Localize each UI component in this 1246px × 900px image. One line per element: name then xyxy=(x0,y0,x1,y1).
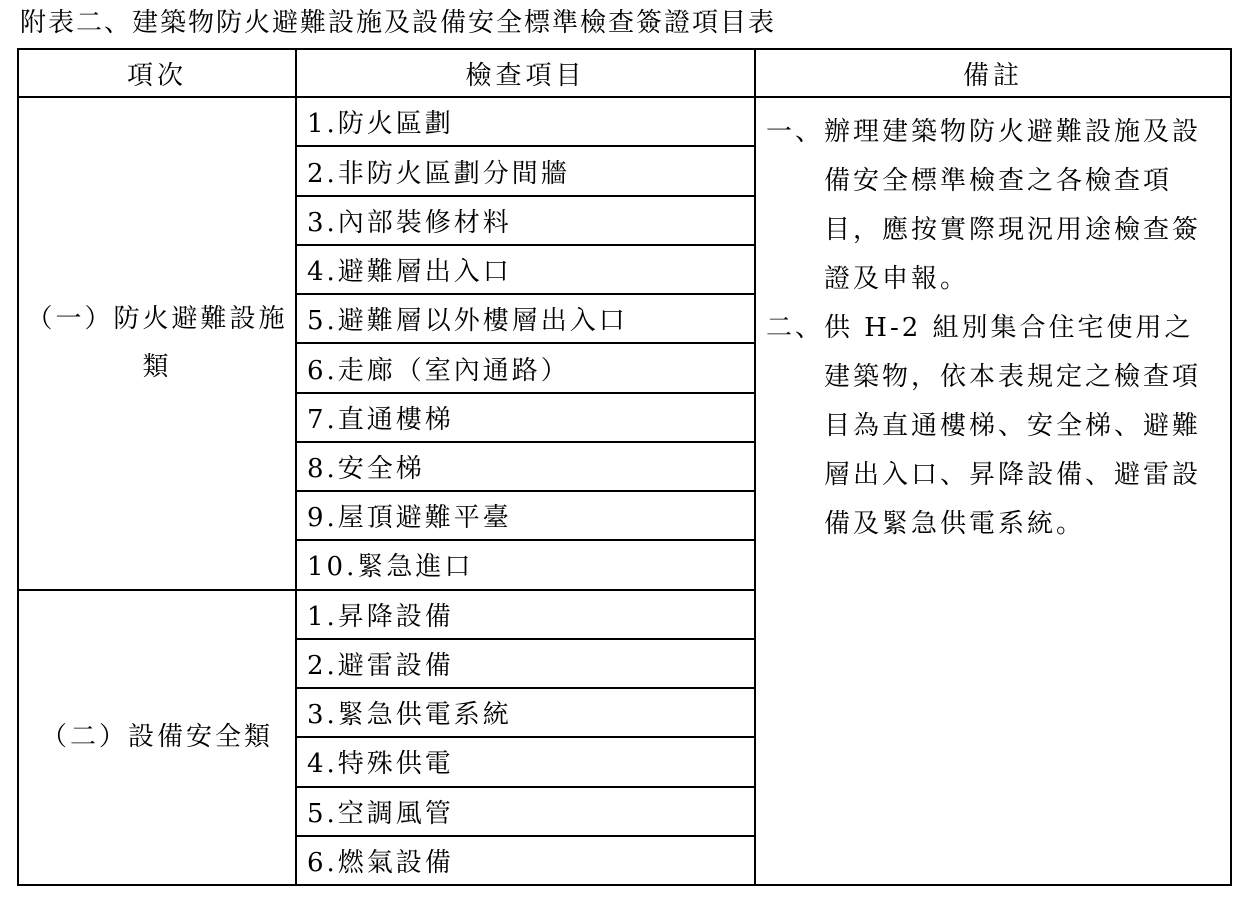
table-header-row xyxy=(18,49,1231,97)
inspection-item: 5.避難層以外樓層出入口 xyxy=(296,294,755,343)
remark-1-marker: 一、 xyxy=(766,117,825,148)
inspection-item: 3.內部裝修材料 xyxy=(296,196,755,245)
inspection-item: 6.走廊（室內通路） xyxy=(296,343,755,392)
inspection-item: 2.非防火區劃分間牆 xyxy=(296,146,755,195)
inspection-item: 3.緊急供電系統 xyxy=(296,688,755,737)
category-fire-evacuation: （一）防火避難設施類 xyxy=(18,97,296,589)
table-row xyxy=(18,97,1231,146)
header-item-number: 項次 xyxy=(18,49,296,97)
remarks-cell xyxy=(755,97,1231,885)
inspection-item: 7.直通樓梯 xyxy=(296,393,755,442)
remark-2-marker: 二、 xyxy=(766,313,825,344)
document-title: 附表二、建築物防火避難設施及設備安全標準檢查簽證項目表 xyxy=(20,8,777,38)
inspection-item: 9.屋頂避難平臺 xyxy=(296,491,755,540)
inspection-item: 4.特殊供電 xyxy=(296,737,755,786)
remark-2-text: 供 H-2 組別集合住宅使用之建築物，依本表規定之檢查項目為直通樓梯、安全梯、避難層出入口、昇降設備、避雷設備及緊急供電系統。 xyxy=(824,313,1202,540)
inspection-items-table xyxy=(17,48,1232,886)
inspection-item: 1.昇降設備 xyxy=(296,590,755,639)
category-equipment-safety: （二）設備安全類 xyxy=(18,590,296,885)
inspection-item: 4.避難層出入口 xyxy=(296,245,755,294)
remark-2 xyxy=(766,304,1220,549)
header-remarks: 備註 xyxy=(755,49,1231,97)
inspection-item: 8.安全梯 xyxy=(296,442,755,491)
inspection-item: 1.防火區劃 xyxy=(296,97,755,146)
inspection-item: 6.燃氣設備 xyxy=(296,836,755,885)
header-inspection-item: 檢查項目 xyxy=(296,49,755,97)
inspection-item: 5.空調風管 xyxy=(296,787,755,836)
inspection-item: 2.避雷設備 xyxy=(296,639,755,688)
inspection-item: 10.緊急進口 xyxy=(296,540,755,589)
remark-1-text: 辦理建築物防火避難設施及設備安全標準檢查之各檢查項目，應按實際現況用途檢查簽證及申報。 xyxy=(824,117,1202,295)
remark-1 xyxy=(766,108,1220,304)
